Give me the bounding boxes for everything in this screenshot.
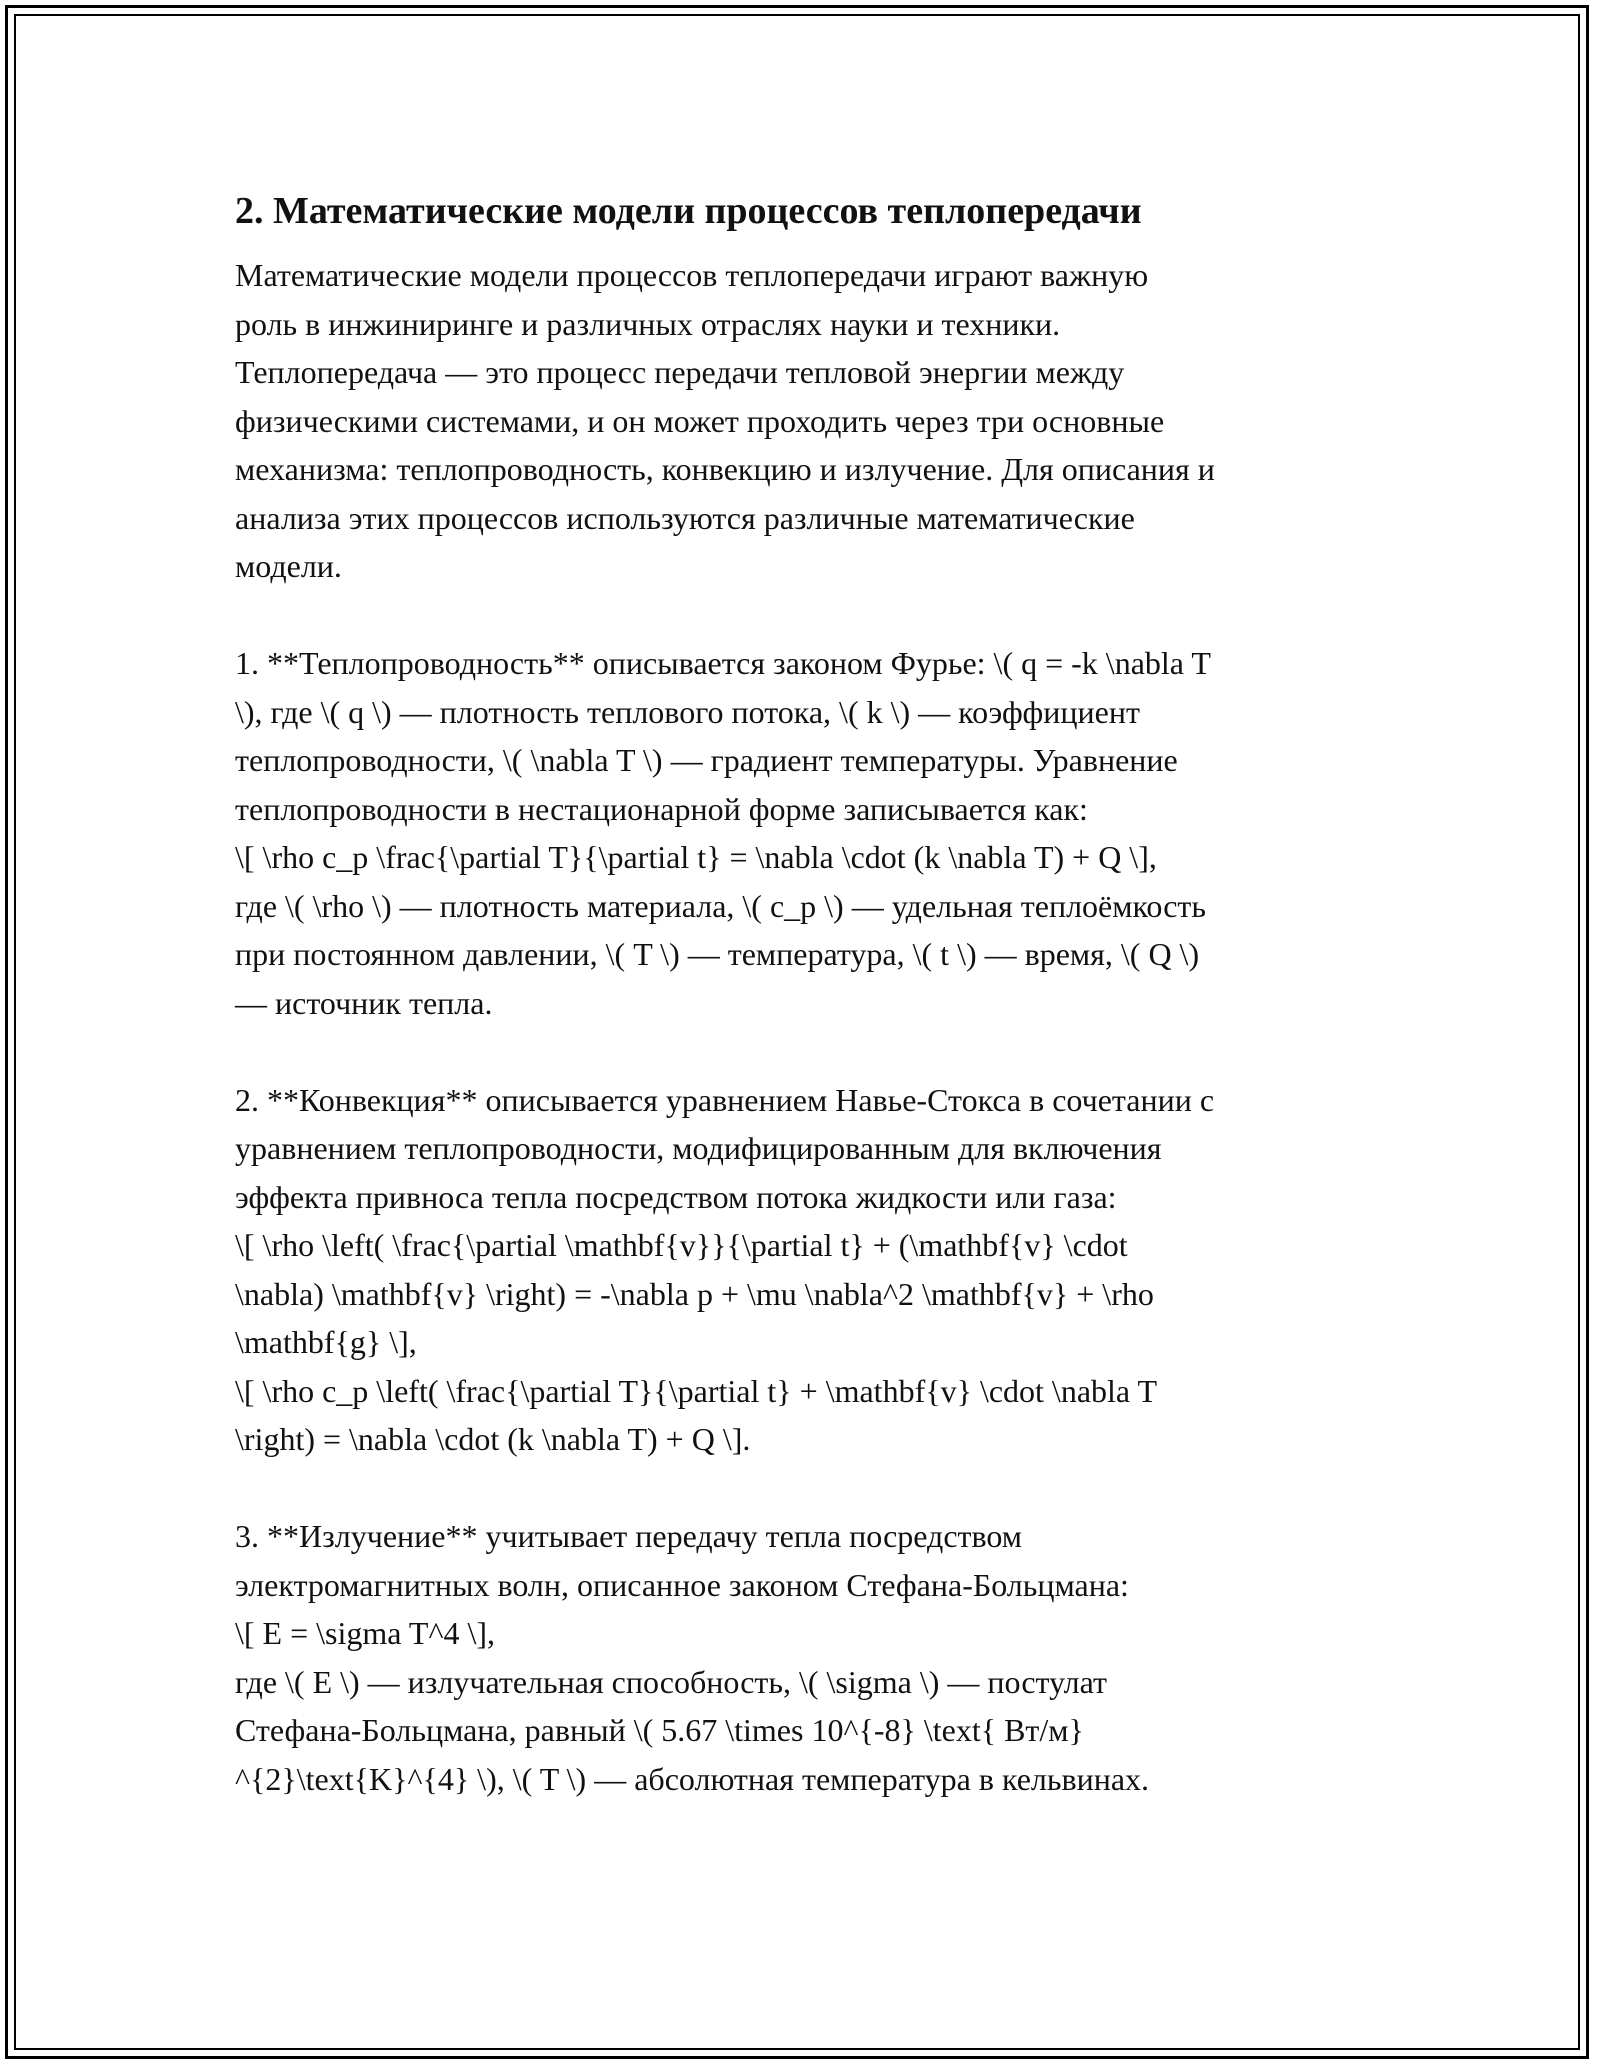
paragraph xyxy=(235,1076,1380,1464)
text-line: электромагнитных волн, описанное законом Стефана-Больцмана: xyxy=(235,1566,1129,1603)
text-line: теплопроводности в нестационарной форме записывается как: xyxy=(235,790,1088,827)
text-line: при постоянном давлении, \( T \) — температура, \( t \) — время, \( Q \) xyxy=(235,936,1200,972)
text-line: где \( \rho \) — плотность материала, \( c_p \) — удельная теплоёмкость xyxy=(235,887,1206,924)
paragraph xyxy=(235,639,1380,1027)
paragraph xyxy=(235,1512,1380,1803)
text-line: \[ E = \sigma T^4 \], xyxy=(235,1615,495,1651)
text-line: \[ \rho c_p \left( \frac{\partial T}{\partial t} + \mathbf{v} \cdot \nabla T xyxy=(235,1372,1158,1409)
text-line: \[ \rho c_p \frac{\partial T}{\partial t} = \nabla \cdot (k \nabla T) + Q \], xyxy=(235,839,1157,875)
text-line: Теплопередача — это процесс передачи тепловой энергии между xyxy=(235,354,1125,390)
text-line: роль в инжиниринге и различных отраслях науки и техники. xyxy=(235,305,1061,342)
text-line: эффекта привноса тепла посредством потока жидкости или газа: xyxy=(235,1178,1117,1215)
text-line: анализа этих процессов используются различные математические xyxy=(235,499,1135,536)
text-line: 3. **Излучение** учитывает передачу тепла посредством xyxy=(235,1518,1023,1554)
text-line: механизма: теплопроводность, конвекцию и излучение. Для описания и xyxy=(235,451,1215,487)
text-line: где \( E \) — излучательная способность, \( \sigma \) — постулат xyxy=(235,1663,1107,1700)
text-line: уравнением теплопроводности, модифицированным для включения xyxy=(235,1130,1162,1166)
text-line: физическими системами, и он может проходить через три основные xyxy=(235,402,1165,439)
text-line: Математические модели процессов теплопередачи играют важную xyxy=(235,257,1149,293)
text-line: ^{2}\text{K}^{4} \), \( T \) — абсолютная температура в кельвинах. xyxy=(235,1760,1150,1797)
text-line: \nabla) \mathbf{v} \right) = -\nabla p + \mu \nabla^2 \mathbf{v} + \rho xyxy=(235,1275,1154,1312)
text-line: Стефана-Больцмана, равный \( 5.67 \times 10^{-8} \text{ Вт/м} xyxy=(235,1712,1084,1748)
text-line: — источник тепла. xyxy=(235,984,493,1021)
text-line: \mathbf{g} \], xyxy=(235,1324,417,1360)
document-page xyxy=(235,185,1380,1852)
text-line: теплопроводности, \( \nabla T \) — градиент температуры. Уравнение xyxy=(235,742,1178,778)
text-line: \right) = \nabla \cdot (k \nabla T) + Q \]. xyxy=(235,1421,751,1457)
text-line: 2. **Конвекция** описывается уравнением Навье-Стокса в сочетании с xyxy=(235,1081,1215,1118)
text-line: \[ \rho \left( \frac{\partial \mathbf{v}}{\partial t} + (\mathbf{v} \cdot xyxy=(235,1227,1128,1263)
text-line: \), где \( q \) — плотность теплового потока, \( k \) — коэффициент xyxy=(235,693,1140,730)
text-line: 1. **Теплопроводность** описывается законом Фурье: \( q = -k \nabla T xyxy=(235,645,1211,681)
paragraph xyxy=(235,251,1380,591)
section-heading: 2. Математические модели процессов теплопередачи xyxy=(235,190,1142,232)
text-line: модели. xyxy=(235,548,342,584)
document-body xyxy=(235,251,1380,1803)
